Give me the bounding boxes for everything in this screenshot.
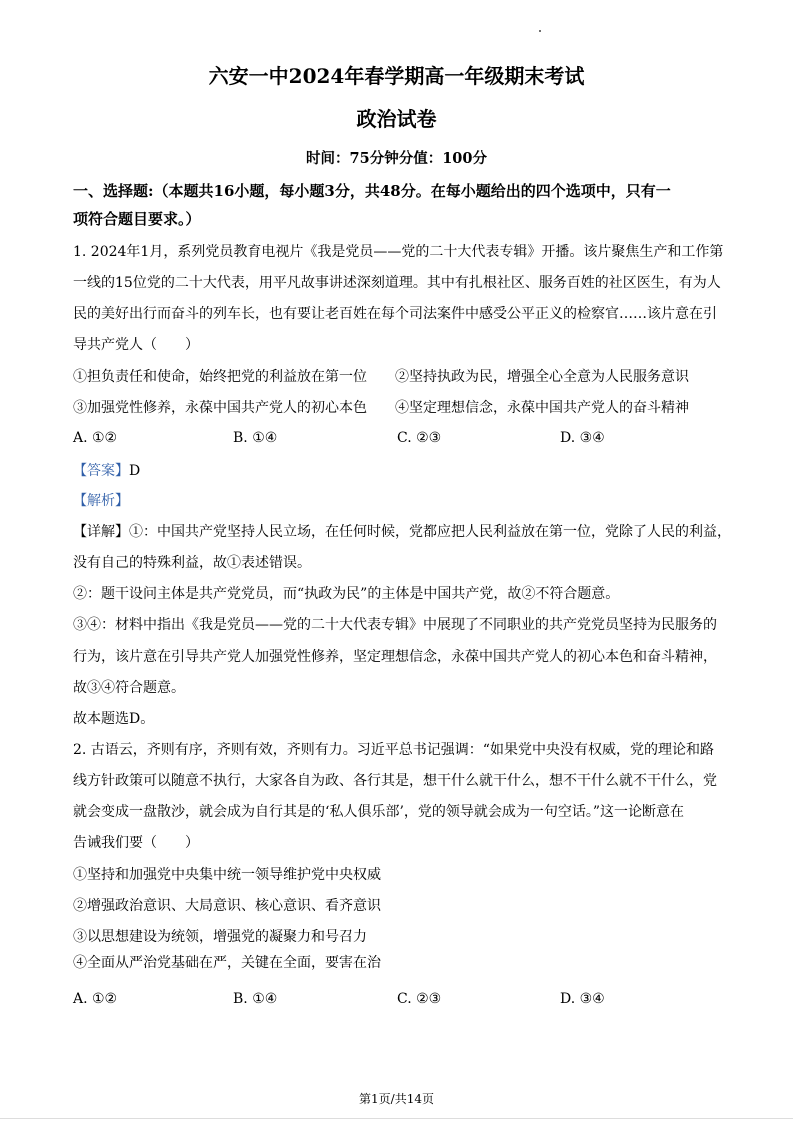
q2-stem-line1: 2. 古语云，齐则有序，齐则有效，齐则有力。习近平总书记强调：“如果党中央没有权威，党的理论和路 xyxy=(73,742,714,758)
q1-option-a: A. ①② xyxy=(73,430,118,446)
q1-detail-line1: 【详解】①：中国共产党坚持人民立场，在任何时候，党都应把人民利益放在第一位，党除了人民的利益， xyxy=(73,524,731,540)
q1-statement-1: ①担负责任和使命，始终把党的利益放在第一位 xyxy=(73,369,367,385)
q1-answer xyxy=(73,462,140,480)
analysis-label: 【解析】 xyxy=(73,493,129,509)
q1-statement-4: ④坚定理想信念，永葆中国共产党人的奋斗精神 xyxy=(395,400,689,416)
q2-stem-line3: 就会变成一盘散沙，就会成为自行其是的‘私人俱乐部’，党的领导就会成为一句空话。”这一论断意在 xyxy=(73,804,685,820)
exam-meta: 时间：75分钟分值：100分 xyxy=(306,150,487,167)
answer-label: 【答案】 xyxy=(73,463,129,479)
section-heading-line2: 项符合题目要求。） xyxy=(73,210,201,228)
q1-detail-line2: 没有自己的特殊利益，故①表述错误。 xyxy=(73,555,311,571)
q1-detail-line3: ②：题干设问主体是共产党党员，而“执政为民”的主体是中国共产党，故②不符合题意。 xyxy=(73,586,620,602)
q1-stem-line4: 导共产党人（ ） xyxy=(73,337,199,353)
detail-label: 【详解】 xyxy=(73,524,129,540)
q2-stem-line4: 告诫我们要（ ） xyxy=(73,835,199,851)
q1-statement-2: ②坚持执政为民，增强全心全意为人民服务意识 xyxy=(395,369,689,385)
q2-statement-4: ④全面从严治党基础在严，关键在全面，要害在治 xyxy=(73,955,381,971)
q1-analysis xyxy=(73,492,129,510)
answer-value: D xyxy=(129,463,141,479)
q1-detail-line4: ③④：材料中指出《我是党员——党的二十大代表专辑》中展现了不同职业的共产党党员坚持为民服务的 xyxy=(73,617,717,633)
section-heading-line1: 一、选择题:（本题共16小题，每小题3分，共48分。在每小题给出的四个选项中，只有一 xyxy=(73,182,671,200)
bottom-rule xyxy=(0,1118,793,1119)
q1-option-d: D. ③④ xyxy=(560,430,605,446)
q1-option-b: B. ①④ xyxy=(233,430,278,446)
exam-subtitle: 政治试卷 xyxy=(356,107,437,131)
q1-statement-3: ③加强党性修养，永葆中国共产党人的初心本色 xyxy=(73,400,367,416)
scan-dot xyxy=(539,30,541,32)
q2-statement-3: ③以思想建设为统领，增强党的凝聚力和号召力 xyxy=(73,929,367,945)
q2-stem-line2: 线方针政策可以随意不执行，大家各自为政、各行其是，想干什么就干什么，想不干什么就不干什么，党 xyxy=(73,773,717,789)
q2-statement-2: ②增强政治意识、大局意识、核心意识、看齐意识 xyxy=(73,898,381,914)
exam-title: 六安一中2024年春学期高一年级期末考试 xyxy=(208,64,585,88)
page-number: 第1页/共14页 xyxy=(359,1092,434,1106)
q2-option-a: A. ①② xyxy=(73,991,118,1007)
q1-option-c: C. ②③ xyxy=(397,430,442,446)
q1-stem-line1: 1. 2024年1月，系列党员教育电视片《我是党员——党的二十大代表专辑》开播。该片聚焦生产和工作第 xyxy=(73,244,724,260)
q2-option-d: D. ③④ xyxy=(560,991,605,1007)
q1-detail-line6: 故③④符合题意。 xyxy=(73,680,185,696)
q2-option-c: C. ②③ xyxy=(397,991,442,1007)
q1-stem-line2: 一线的15位党的二十大代表，用平凡故事讲述深刻道理。其中有扎根社区、服务百姓的社区医生，有为人 xyxy=(73,275,721,291)
q2-option-b: B. ①④ xyxy=(233,991,278,1007)
q1-detail-line7: 故本题选D。 xyxy=(73,711,155,727)
q1-detail-line5: 行为，该片意在引导共产党人加强党性修养，坚定理想信念，永葆中国共产党人的初心本色和奋斗精神， xyxy=(73,649,717,665)
q1-stem-line3: 民的美好出行而奋斗的列车长，也有要让老百姓在每个司法案件中感受公平正义的检察官……该片意在引 xyxy=(73,306,717,322)
q2-statement-1: ①坚持和加强党中央集中统一领导维护党中央权威 xyxy=(73,867,381,883)
